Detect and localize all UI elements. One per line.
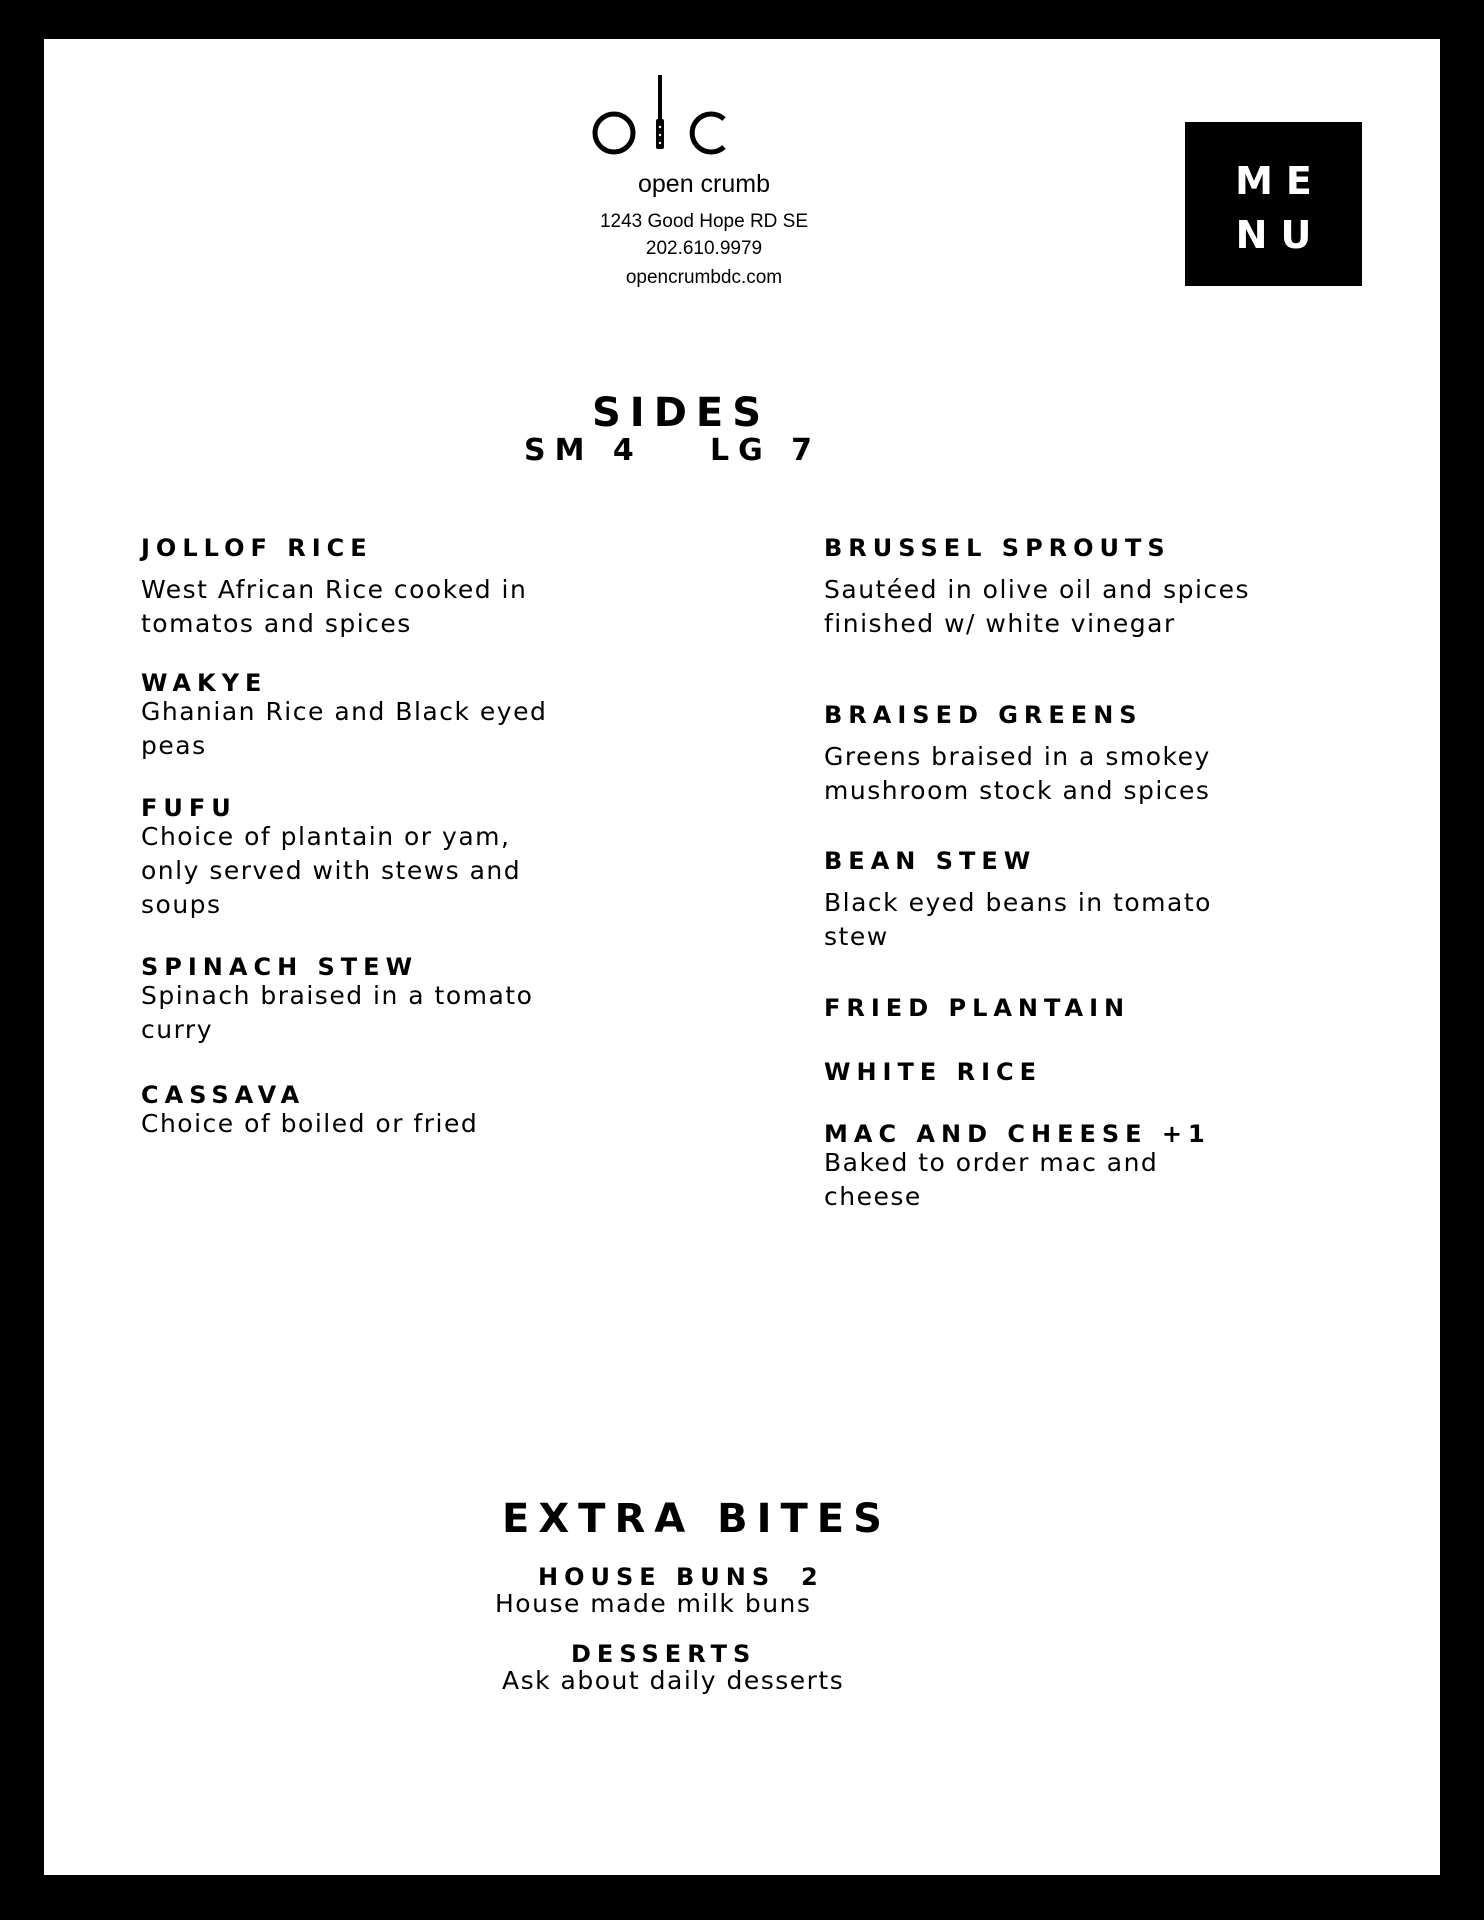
extra-bites-title: EXTRA BITES [502,1496,891,1542]
item-name-cassava: CASSAVA [141,1081,306,1109]
open-crumb-logo-icon [592,75,730,155]
item-name-wakye: WAKYE [141,669,268,697]
item-desc-wakye: Ghanian Rice and Black eyed peas [141,697,548,760]
item-desc-brussel-sprouts: Sautéed in olive oil and spices finished w/ white vinegar [824,575,1251,638]
item-name-spinach-stew: SPINACH STEW [141,953,419,981]
brand-name: open crumb [637,170,771,198]
item-desc-house-buns: House made milk buns [495,1589,812,1618]
item-price-house-buns: 2 [801,1563,824,1591]
item-name-white-rice: WHITE RICE [824,1058,1043,1086]
item-name-desserts: DESSERTS [571,1640,757,1668]
item-name-jollof-rice: JOLLOF RICE [141,534,373,562]
item-desc-jollof-rice: West African Rice cooked in tomatos and spices [141,575,528,638]
brand-phone: 202.610.9979 [645,238,763,259]
item-desc-desserts: Ask about daily desserts [502,1666,845,1695]
item-desc-braised-greens: Greens braised in a smokey mushroom stock and spices [824,742,1211,805]
sides-price-large: LG 7 [710,433,822,468]
item-name-fried-plantain: FRIED PLANTAIN [824,994,1131,1022]
menu-badge [1185,122,1362,286]
item-desc-bean-stew: Black eyed beans in tomato stew [824,888,1212,951]
item-desc-cassava: Choice of boiled or fried [141,1109,479,1138]
item-name-brussel-sprouts: BRUSSEL SPROUTS [824,534,1171,562]
menu-badge-line1: ME [1235,159,1325,203]
item-name-mac-and-cheese: MAC AND CHEESE +1 [824,1120,1211,1148]
menu-badge-line2: NU [1235,213,1325,257]
sides-price-small: SM 4 [524,433,643,468]
sides-title: SIDES [592,390,771,436]
menu-page [44,39,1440,1875]
item-name-fufu: FUFU [141,794,237,822]
brand-address: 1243 Good Hope RD SE [599,211,809,232]
item-name-bean-stew: BEAN STEW [824,847,1037,875]
item-name-braised-greens: BRAISED GREENS [824,701,1143,729]
item-desc-mac-and-cheese: Baked to order mac and cheese [824,1148,1159,1211]
item-desc-spinach-stew: Spinach braised in a tomato curry [141,981,534,1044]
item-desc-fufu: Choice of plantain or yam, only served with stews and soups [141,822,522,919]
brand-website: opencrumbdc.com [625,267,783,288]
item-name-house-buns: HOUSE BUNS [538,1563,776,1591]
